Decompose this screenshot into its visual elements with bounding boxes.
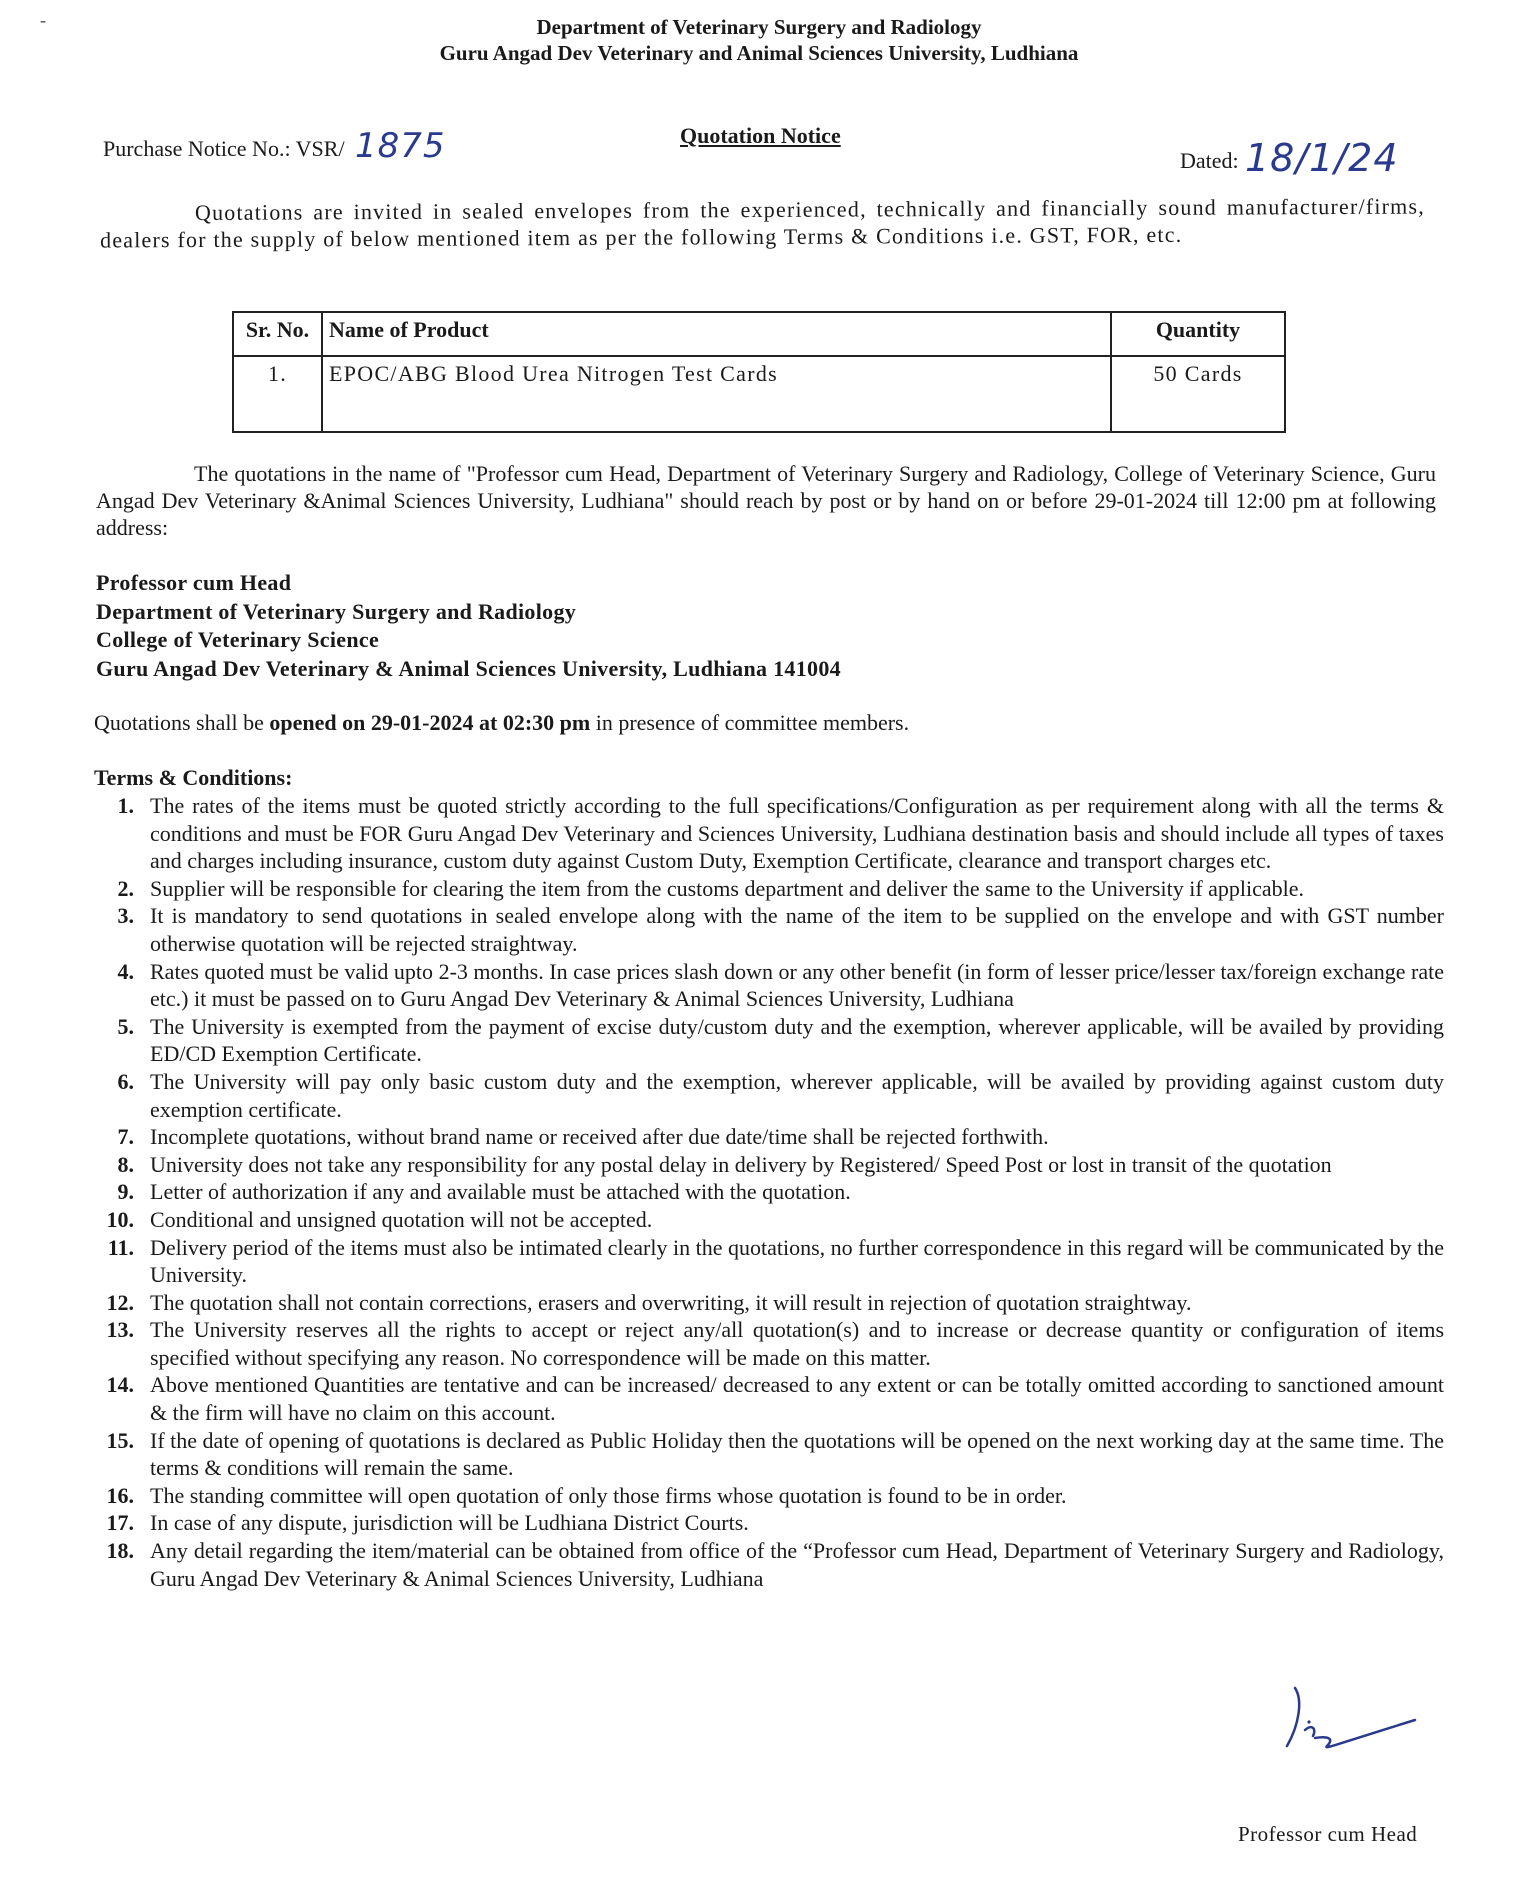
- term-text: University does not take any responsibility for any postal delay in delivery by Registered/ Speed Post or lost in transit of the quotation: [150, 1151, 1332, 1177]
- opening-statement: [94, 710, 909, 736]
- term-item: [94, 1234, 1444, 1289]
- cell-sr-no: 1.: [233, 356, 322, 432]
- term-item: [94, 1123, 1444, 1151]
- term-number: 17.: [106, 1510, 134, 1536]
- term-number: 5.: [117, 1013, 134, 1039]
- dated-label: Dated:: [1180, 148, 1239, 173]
- term-item: [94, 902, 1444, 957]
- stray-mark: -: [40, 10, 46, 30]
- term-text: It is mandatory to send quotations in sealed envelope along with the name of the item to be supplied on the envelope and with GST number otherwise quotation will be rejected straightway.: [150, 903, 1444, 956]
- notice-title: Quotation Notice: [680, 123, 841, 148]
- submission-paragraph: The quotations in the name of "Professor cum Head, Department of Veterinary Surgery and Radiology, College of Veterinary Science, Guru Angad Dev Veterinary &Animal Sciences University, Ludhiana" should reach by post or by hand on or before 29-01-2024 till 12:00 pm at following address:: [96, 461, 1436, 540]
- term-item: [94, 1482, 1444, 1510]
- header-sr-no: Sr. No.: [233, 312, 322, 356]
- term-number: 16.: [106, 1482, 134, 1508]
- term-text: The University is exempted from the payment of excise duty/custom duty and the exemption, wherever applicable, will be availed by providing ED/CD Exemption Certificate.: [150, 1013, 1444, 1067]
- terms-heading: Terms & Conditions:: [94, 765, 293, 790]
- handwritten-signature: [1265, 1680, 1445, 1760]
- term-item: [94, 1178, 1444, 1206]
- term-number: 2.: [117, 875, 134, 901]
- term-text: Incomplete quotations, without brand name or received after due date/time shall be rejected forthwith.: [150, 1124, 1049, 1150]
- address-line-2: Department of Veterinary Surgery and Radiology: [96, 599, 577, 624]
- cell-product-name: EPOC/ABG Blood Urea Nitrogen Test Cards: [322, 356, 1111, 432]
- university-heading: Guru Angad Dev Veterinary and Animal Sciences University, Ludhiana: [439, 41, 1079, 65]
- term-item: [94, 792, 1444, 875]
- term-item: [94, 1013, 1444, 1068]
- signatory-title: Professor cum Head: [1238, 1822, 1418, 1846]
- term-number: 9.: [117, 1179, 134, 1205]
- term-number: 14.: [106, 1372, 134, 1398]
- cell-quantity: 50 Cards: [1111, 356, 1285, 432]
- term-number: 12.: [106, 1289, 134, 1315]
- term-text: Rates quoted must be valid upto 2-3 months. In case prices slash down or any other benefit (in form of lesser price/lesser tax/foreign exchange rate etc.) it must be passed on to Guru Angad Dev Veterinary & Animal Sciences University, Ludhiana: [150, 958, 1444, 1012]
- term-item: [94, 1316, 1444, 1371]
- term-text: If the date of opening of quotations is declared as Public Holiday then the quotations will be opened on the next working day at the same time. The terms & conditions will remain the same.: [150, 1427, 1444, 1481]
- term-number: 15.: [106, 1427, 134, 1453]
- items-table: [232, 311, 1286, 433]
- header-product-name: Name of Product: [322, 312, 1111, 356]
- term-item: [94, 1509, 1444, 1537]
- term-item: [94, 875, 1444, 903]
- term-text: Above mentioned Quantities are tentative and can be increased/ decreased to any extent or can be totally omitted according to sanctioned amount & the firm will have no claim on this account.: [150, 1372, 1444, 1426]
- term-item: [94, 1206, 1444, 1234]
- term-number: 13.: [106, 1317, 134, 1343]
- term-item: [94, 1371, 1444, 1426]
- opening-suffix: in presence of committee members.: [595, 710, 910, 735]
- term-item: [94, 1151, 1444, 1179]
- purchase-notice-number: 1875: [355, 126, 446, 166]
- term-number: 7.: [117, 1124, 134, 1150]
- address-line-1: Professor cum Head: [96, 570, 292, 595]
- purchase-notice-label: Purchase Notice No.: VSR/: [103, 136, 345, 161]
- term-text: Supplier will be responsible for clearing the item from the customs department and deliver the same to the University if applicable.: [150, 875, 1305, 901]
- header-quantity: Quantity: [1111, 312, 1285, 356]
- dated-value: 18/1/24: [1245, 136, 1399, 180]
- term-text: The quotation shall not contain corrections, erasers and overwriting, it will result in rejection of quotation straightway.: [150, 1289, 1192, 1315]
- address-line-3: College of Veterinary Science: [96, 627, 380, 652]
- term-item: [94, 1537, 1444, 1592]
- table-row: [233, 356, 1285, 432]
- term-text: Conditional and unsigned quotation will not be accepted.: [150, 1206, 653, 1232]
- term-item: [94, 1289, 1444, 1317]
- term-text: Any detail regarding the item/material can be obtained from office of the “Professor cum Head, Department of Veterinary Surgery and Radiology, Guru Angad Dev Veterinary & Animal Sciences University, Ludhiana: [150, 1538, 1444, 1591]
- term-text: The standing committee will open quotation of only those firms whose quotation is found to be in order.: [150, 1482, 1067, 1508]
- term-number: 8.: [117, 1151, 134, 1177]
- term-text: The rates of the items must be quoted strictly according to the full specifications/Configuration as per requirement along with all the terms & conditions and must be FOR Guru Angad Dev Veterinary and Sciences University, Ludhiana destination basis and should include all types of taxes and charges including insurance, custom duty against Custom Duty, Exemption Certificate, clearance and transport charges etc.: [150, 793, 1444, 874]
- term-number: 18.: [106, 1538, 134, 1564]
- term-number: 6.: [117, 1068, 134, 1094]
- term-item: [94, 958, 1444, 1013]
- term-text: The University reserves all the rights to accept or reject any/all quotation(s) and to increase or decrease quantity or configuration of items specified without specifying any reason. No correspondence will be made on this matter.: [150, 1317, 1444, 1370]
- address-line-4: Guru Angad Dev Veterinary & Animal Sciences University, Ludhiana 141004: [96, 656, 841, 681]
- opening-prefix: Quotations shall be: [94, 710, 264, 735]
- term-item: [94, 1427, 1444, 1482]
- term-item: [94, 1068, 1444, 1123]
- term-number: 4.: [117, 958, 134, 984]
- term-text: Letter of authorization if any and available must be attached with the quotation.: [150, 1179, 851, 1205]
- table-header-row: [233, 312, 1285, 356]
- terms-list: [94, 792, 1444, 1592]
- term-number: 11.: [107, 1234, 134, 1260]
- term-number: 1.: [117, 793, 134, 818]
- intro-paragraph: Quotations are invited in sealed envelopes from the experienced, technically and financially sound manufacturer/firms, dealers for the supply of below mentioned item as per the following Terms & Conditions i.e. GST, FOR, etc.: [100, 193, 1425, 253]
- term-number: 3.: [117, 903, 134, 929]
- department-heading: Department of Veterinary Surgery and Radiology: [536, 15, 982, 39]
- term-text: The University will pay only basic custom duty and the exemption, wherever applicable, will be availed by providing against custom duty exemption certificate.: [150, 1068, 1444, 1122]
- term-text: In case of any dispute, jurisdiction will be Ludhiana District Courts.: [150, 1510, 749, 1536]
- term-number: 10.: [106, 1206, 134, 1232]
- opening-date-time: opened on 29-01-2024 at 02:30 pm: [269, 710, 591, 735]
- term-text: Delivery period of the items must also be intimated clearly in the quotations, no further correspondence in this regard will be communicated by the University.: [150, 1234, 1444, 1288]
